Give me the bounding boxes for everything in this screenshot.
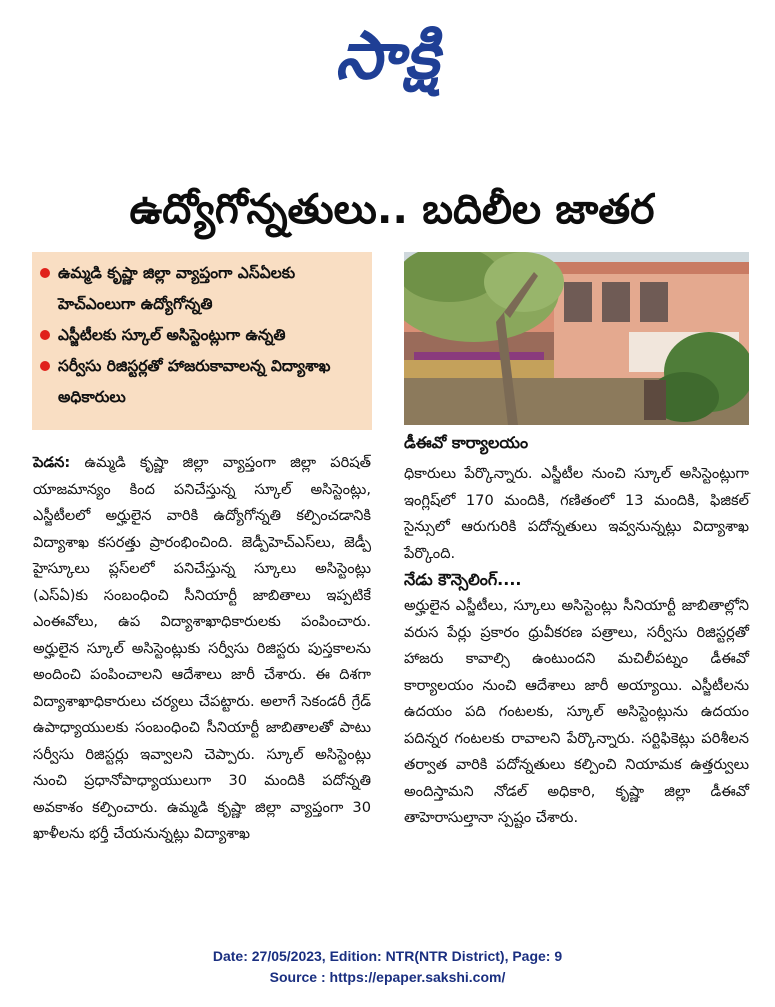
article-headline: ఉద్యోగోన్నతులు.. బదిలీల జాతర [129,185,655,234]
red-bullet-icon [40,330,50,340]
dateline: పెడన: [33,454,71,471]
source-footer [0,946,775,988]
newspaper-logo: సాక్షి [335,17,440,94]
article-subhead: నేడు కౌన్సెలింగ్.... [404,570,522,589]
building-photo-illustration [404,252,749,425]
highlight-text: ఎస్జీటీలకు స్కూల్ అసిస్టెంట్లుగా ఉన్నతి [58,326,286,344]
photo-caption: డీఈవో కార్యాలయం [404,433,529,452]
article-column-right [404,461,749,832]
article-text: ధికారులు పేర్కొన్నారు. ఎస్జీటీల నుంచి స్కూల్ అసిస్టెంట్లుగా ఇంగ్లిష్‌లో 170 మందికి, గణితంలో 13 మందికి, ఫిజికల్ సైన్సులో ఆరుగురికి పదోన్నతులు ఇవ్వనున్నట్లు విద్యాశాఖ పేర్కొంది. [404,465,749,562]
highlight-item [38,320,364,351]
article-text: ఉమ్మడి కృష్ణా జిల్లా వ్యాప్తంగా జిల్లా పరిషత్ యాజమాన్యం కింద పనిచేస్తున్న స్కూల్ అసిస్టెంట్లు, ఎస్జీటీలలో అర్హులైన వారికి ఉద్యోగోన్నతి కల్పించడానికి విద్యాశాఖ కసరత్తు ప్రారంభించింది. జెడ్పీహెచ్ఎస్‌లు, జెడ్పీ హైస్కూలు ప్లస్‌లలో పనిచేస్తున్న స్కూలు అసిస్టెంట్లు (ఎస్ఏ)కు సంబంధించి సీనియార్టీ జాబితాలు ఇప్పటికే ఎంఈవోలు, ఉప విద్యాశాఖాధికారులకు పంపించారు. అర్హులైన స్కూల్ అసిస్టెంట్లుకు సర్వీసు రిజిస్టరు పుస్తకాలను అందించి పంపించాలని ఆదేశాలు జారీ చేశారు. ఈ దిశగా విద్యాశాఖాధికారులు చర్యలు చేపట్టారు. అలాగే సెకండరీ గ్రేడ్ ఉపాధ్యాయులకు సంబంధించి సీనియార్టీ జాబితాలతో పాటు సర్వీసు రిజిస్టర్లు ఇవ్వాలని చెప్పారు. స్కూల్ అసిస్టెంట్లు నుంచి ప్రధానోపాధ్యాయులుగా 30 మందికి పదోన్నతి అవకాశం కల్పించారు. ఉమ్మడి కృష్ణా జిల్లా వ్యాప్తంగా 30 ఖాళీలను భర్తీ చేయనున్నట్లు విద్యాశాఖ [33,454,371,842]
highlight-text: సర్వీసు రిజిస్టర్లతో హాజరుకావాలన్న విద్యాశాఖ అధికారులు [58,357,331,406]
red-bullet-icon [40,268,50,278]
footer-source-line: Source : https://epaper.sakshi.com/ [269,969,506,985]
article-column-left [33,450,371,848]
deo-office-photo [404,252,749,425]
footer-date-line: Date: 27/05/2023, Edition: NTR(NTR District), Page: 9 [212,948,563,964]
highlight-item [38,351,364,413]
article-text: అర్హులైన ఎస్జీటీలు, స్కూలు అసిస్టెంట్లు సీనియార్టీ జాబితాల్లోని వరుస పేర్లు ప్రకారం ధ్రువీకరణ పత్రాలు, సర్వీసు రిజిస్టర్లతో హాజరు కావాల్సి ఉంటుందని మచిలీపట్నం డీఈవో కార్యాలయం నుంచి ఆదేశాలు జారీ అయ్యాయి. ఎస్జీటీలను ఉదయం పది గంటలకు, స్కూల్ అసిస్టెంట్లును ఉదయం పదిన్నర గంటలకు రావాలని పేర్కొన్నారు. సర్టిఫికెట్లు పరిశీలన తర్వాత వారికి పదోన్నతులు కల్పించి నియామక ఉత్తర్వులు అందిస్తామని నోడల్ అధికారి, కృష్ణా జిల్లా డీఈవో తాహెరాసుల్తానా స్పష్టం చేశారు. [404,597,749,826]
red-bullet-icon [40,361,50,371]
highlight-text: ఉమ్మడి కృష్ణా జిల్లా వ్యాప్తంగా ఎస్‌ఏలకు హెచ్‌ఎంలుగా ఉద్యోగోన్నతి [58,264,296,313]
highlight-item [38,258,364,320]
article-paragraph [33,450,371,848]
masthead [0,14,775,104]
highlights-box [32,252,372,430]
